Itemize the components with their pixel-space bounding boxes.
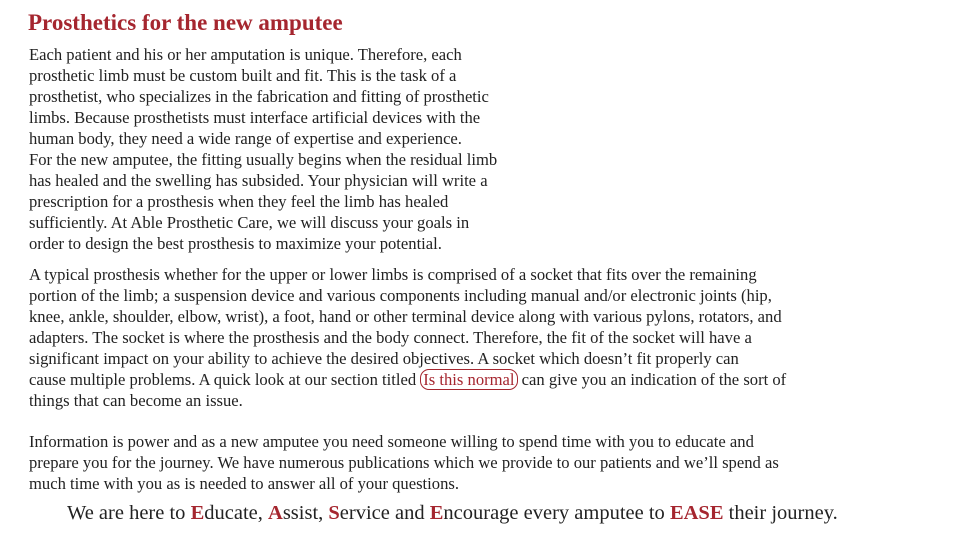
tagline-text: ncourage every amputee to [443, 502, 670, 524]
is-this-normal-link[interactable]: Is this normal [420, 369, 517, 390]
text-line: Each patient and his or her amputation is unique. Therefore, each [29, 45, 462, 64]
tagline-ease: EASE [669, 502, 724, 524]
text-line: significant impact on your ability to achieve the desired objectives. A socket which doesn’t fit properly can [29, 349, 739, 368]
text-line: much time with you as is needed to answer all of your questions. [29, 474, 459, 493]
tagline-text: We are here to [67, 502, 191, 524]
text-line: A typical prosthesis whether for the upper or lower limbs is comprised of a socket that fits over the remaining [29, 265, 757, 284]
text-line: limbs. Because prosthetists must interface artificial devices with the [29, 108, 481, 127]
text-line: knee, ankle, shoulder, elbow, wrist), a foot, hand or other terminal device along with various pylons, rotators, and [29, 307, 782, 326]
text-line: prescription for a prosthesis when they feel the limb has healed [29, 192, 449, 211]
text-line: For the new amputee, the fitting usually begins when the residual limb [29, 150, 498, 169]
text-line: things that can become an issue. [29, 391, 243, 410]
text-fragment: can give you an indication of the sort of [517, 370, 787, 389]
tagline-initial-a: A [268, 502, 283, 524]
tagline-initial-s: S [328, 502, 340, 524]
text-line: portion of the limb; a suspension device and various components including manual and/or electronic joints (hip, [29, 286, 772, 305]
text-line: has healed and the swelling has subsided. Your physician will write a [29, 171, 488, 190]
tagline-initial-e: E [190, 502, 205, 524]
information-paragraph [29, 431, 919, 494]
tagline-text: ssist, [282, 502, 329, 524]
text-line-with-link [29, 369, 919, 390]
intro-paragraph [29, 44, 589, 254]
text-line: human body, they need a wide range of expertise and experience. [29, 129, 462, 148]
tagline-initial-e: E [429, 502, 444, 524]
text-line: adapters. The socket is where the prosthesis and the body connect. Therefore, the fit of the socket will have a [29, 328, 752, 347]
text-line: prepare you for the journey. We have numerous publications which we provide to our patients and we’ll spend as [29, 453, 779, 472]
text-fragment: cause multiple problems. A quick look at our section titled [29, 370, 421, 389]
page-title: Prosthetics for the new amputee [28, 10, 343, 35]
prosthesis-components-paragraph [29, 264, 919, 411]
tagline-text: ducate, [204, 502, 268, 524]
tagline-text: their journey. [723, 502, 838, 524]
text-line: order to design the best prosthesis to maximize your potential. [29, 234, 442, 253]
tagline-text: ervice and [339, 502, 430, 524]
text-line: prosthetic limb must be custom built and fit. This is the task of a [29, 66, 457, 85]
mission-tagline [67, 500, 838, 526]
text-line: sufficiently. At Able Prosthetic Care, we will discuss your goals in [29, 213, 470, 232]
text-line: prosthetist, who specializes in the fabrication and fitting of prosthetic [29, 87, 489, 106]
text-line: Information is power and as a new amputee you need someone willing to spend time with you to educate and [29, 432, 754, 451]
